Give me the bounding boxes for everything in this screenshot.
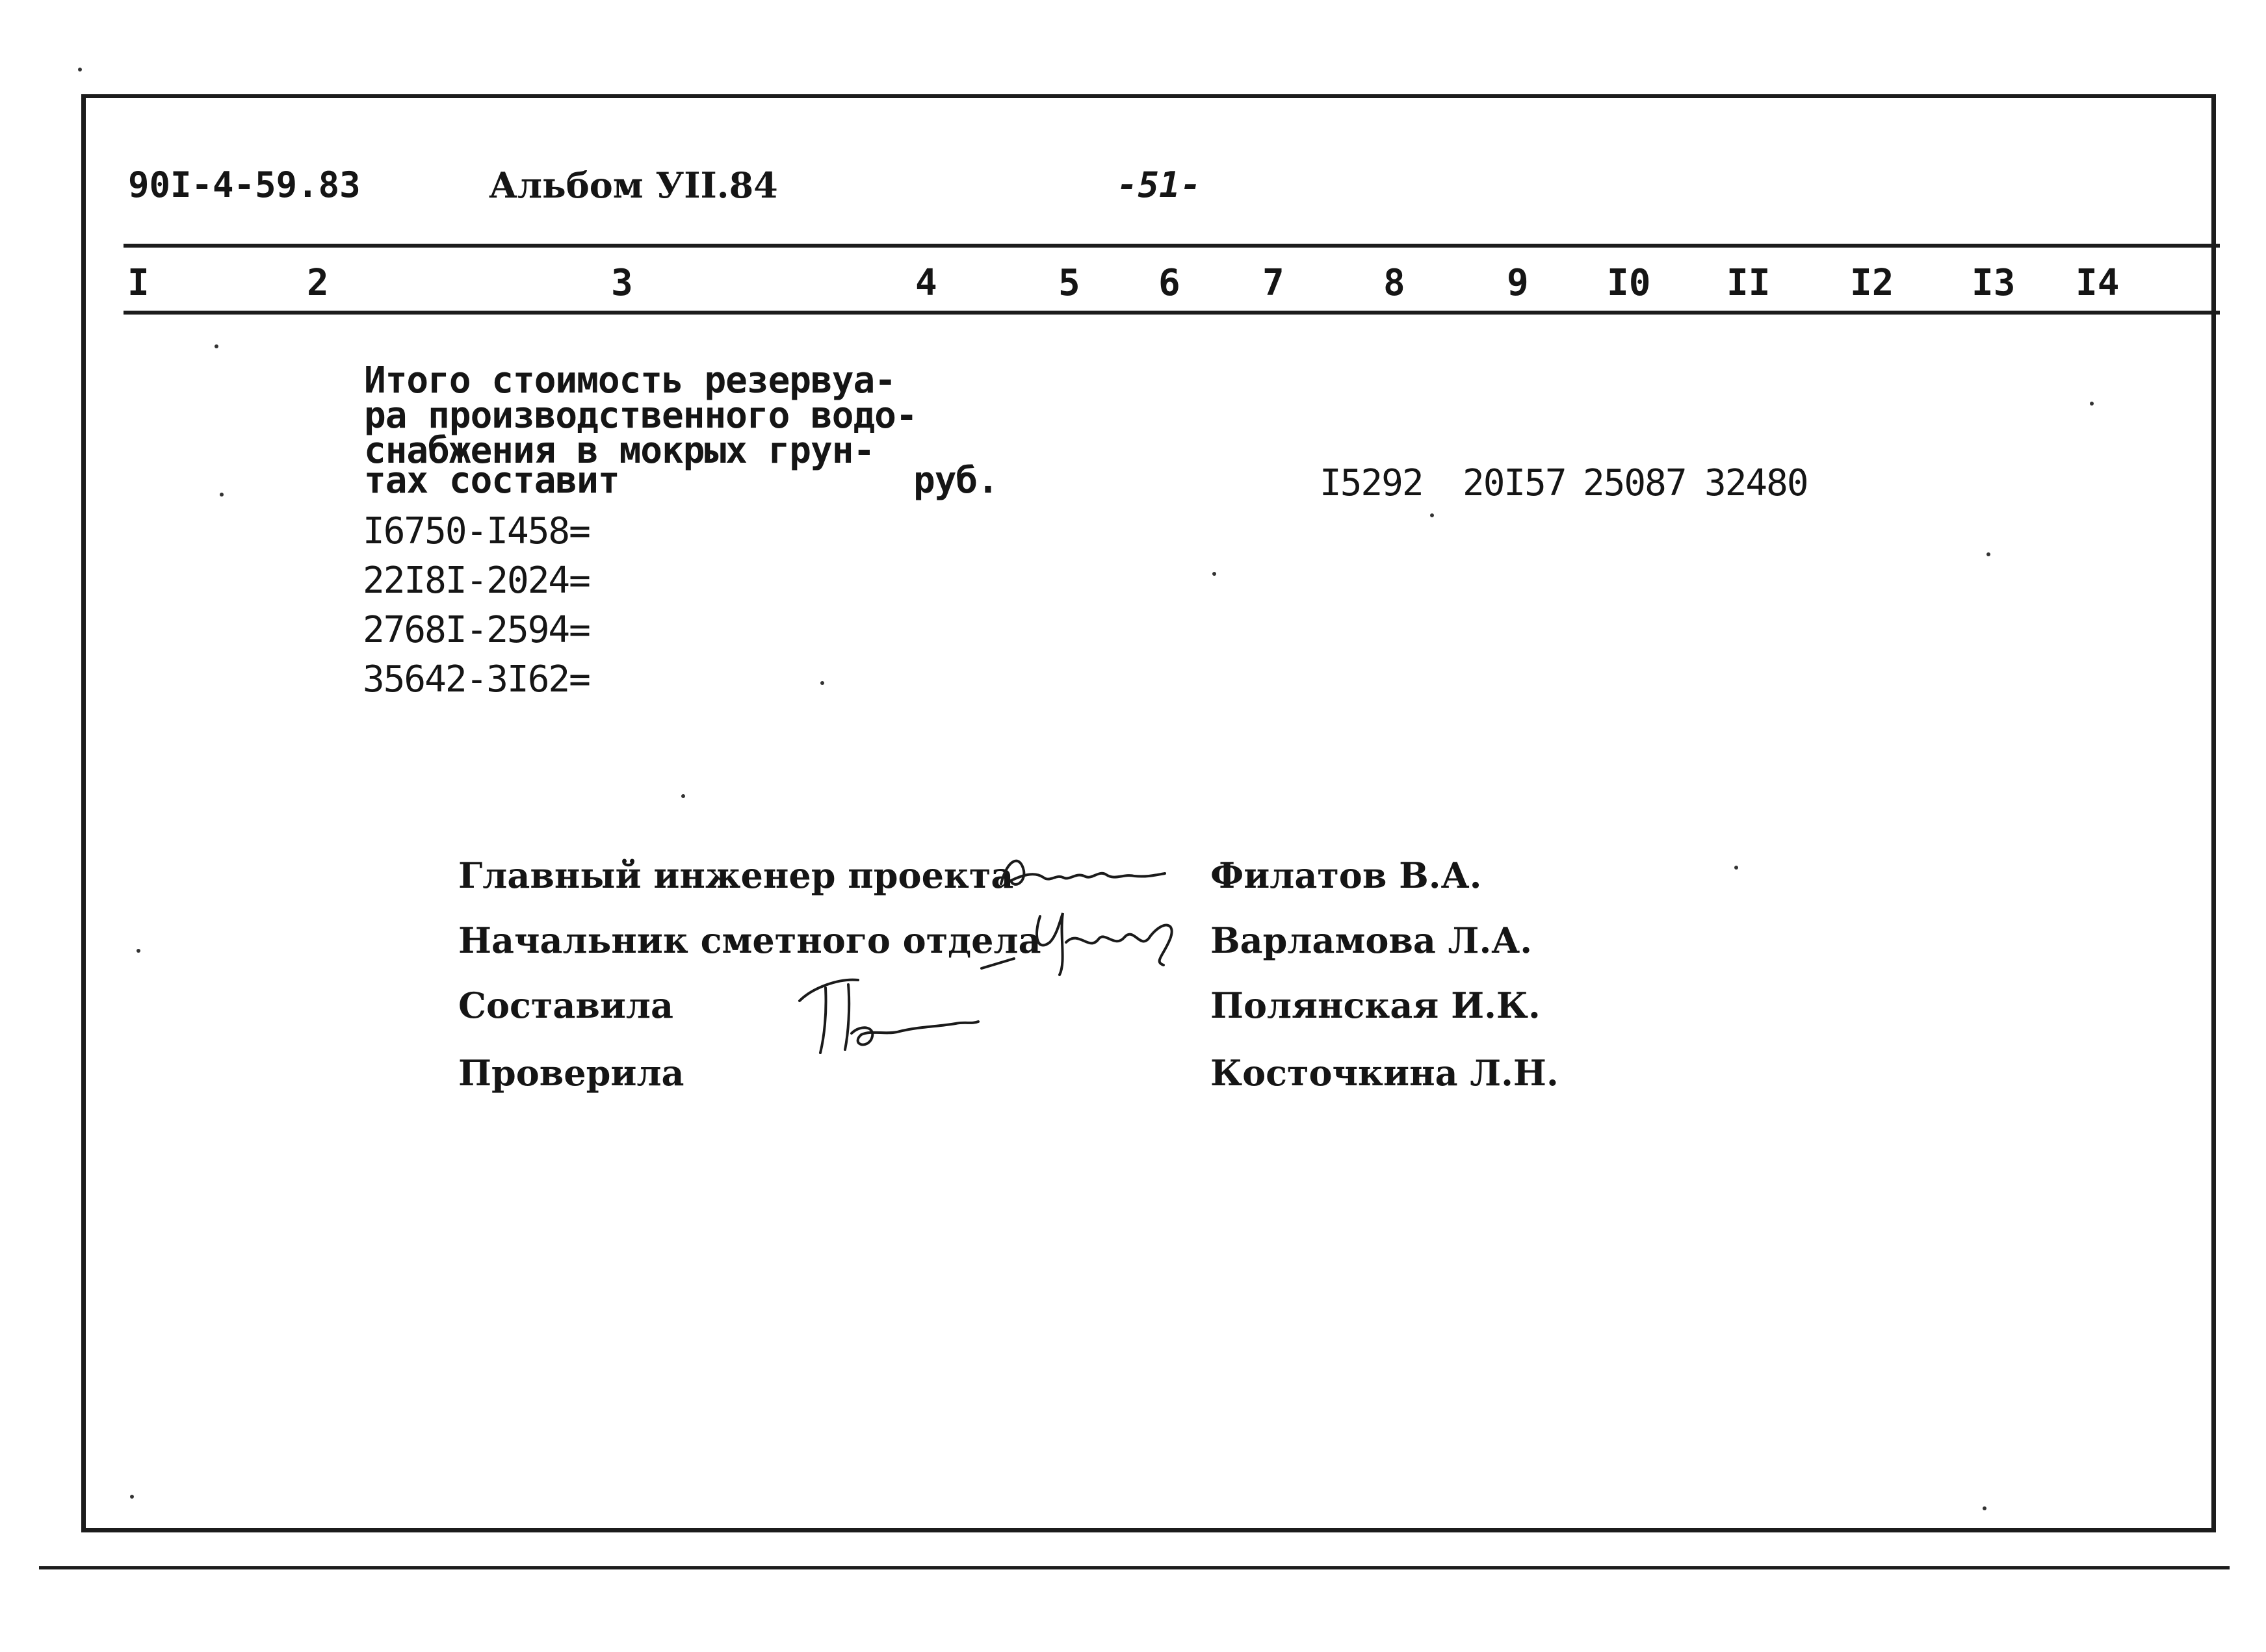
paper-speck <box>1734 866 1738 870</box>
column-number-6: 6 <box>1158 262 1180 304</box>
page-number: -51- <box>1117 164 1202 205</box>
signature-role-checked-by: Проверила <box>458 1052 684 1094</box>
handwritten-signature-compiled-by <box>787 962 995 1059</box>
paper-speck <box>215 344 218 348</box>
signature-name-estimate-head: Варламова Л.А. <box>1210 920 1533 961</box>
column-numbers-rule <box>124 311 2220 315</box>
calculation-line-3: 2768I-2594= <box>363 609 590 651</box>
column-number-7: 7 <box>1262 262 1284 304</box>
calculation-line-4: 35642-3I62= <box>363 658 590 701</box>
column-number-14: I4 <box>2076 262 2120 304</box>
paper-speck <box>78 68 82 71</box>
paper-speck <box>820 681 824 685</box>
column-number-3: 3 <box>611 262 633 304</box>
column-number-2: 2 <box>307 262 329 304</box>
calculation-line-1: I6750-I458= <box>363 510 590 552</box>
total-description-line-3: снабжения в мокрых грун- <box>364 430 875 472</box>
paper-speck <box>220 493 224 497</box>
paper-speck <box>137 949 140 953</box>
signature-role-chief-engineer: Главный инженер проекта <box>458 855 1014 896</box>
total-description-line-2: ра производственного водо- <box>364 394 917 437</box>
paper-speck <box>1983 1506 1986 1510</box>
signature-name-compiled-by: Полянская И.К. <box>1210 985 1541 1026</box>
signature-name-chief-engineer: Филатов В.А. <box>1210 855 1482 896</box>
unit-label: руб. <box>913 459 998 502</box>
column-number-4: 4 <box>915 262 937 304</box>
column-number-9: 9 <box>1507 262 1529 304</box>
header-rule <box>124 244 2220 248</box>
paper-speck <box>1212 572 1216 576</box>
column-number-12: I2 <box>1850 262 1894 304</box>
signature-role-estimate-head: Начальник сметного отдела <box>458 920 1041 961</box>
column-number-5: 5 <box>1058 262 1080 304</box>
total-description-line-4: тах составит <box>364 459 619 502</box>
value-col-8: I5292 <box>1320 462 1423 504</box>
value-col-9: 20I57 <box>1463 462 1566 504</box>
column-number-10: I0 <box>1607 262 1651 304</box>
value-col-10: 25087 <box>1583 462 1686 504</box>
paper-speck <box>2090 402 2094 406</box>
page-frame <box>81 94 2216 1532</box>
page-bottom-rule <box>39 1566 2230 1569</box>
column-number-8: 8 <box>1383 262 1405 304</box>
album-label: Альбом УII.84 <box>489 164 778 206</box>
paper-speck <box>1986 552 1990 556</box>
doc-code: 90I-4-59.83 <box>128 164 361 205</box>
signature-name-checked-by: Косточкина Л.Н. <box>1210 1052 1559 1094</box>
calculation-line-2: 22I8I-2024= <box>363 560 590 602</box>
column-number-13: I3 <box>1972 262 2016 304</box>
column-number-1: I <box>127 262 150 304</box>
paper-speck <box>681 794 685 798</box>
signature-role-compiled-by: Составила <box>458 985 673 1026</box>
handwritten-signature-estimate-head <box>969 890 1203 981</box>
paper-speck <box>130 1495 134 1499</box>
paper-speck <box>1430 513 1434 517</box>
value-col-11: 32480 <box>1704 462 1808 504</box>
column-number-11: II <box>1726 262 1771 304</box>
total-description-line-1: Итого стоимость резервуа- <box>364 359 896 402</box>
